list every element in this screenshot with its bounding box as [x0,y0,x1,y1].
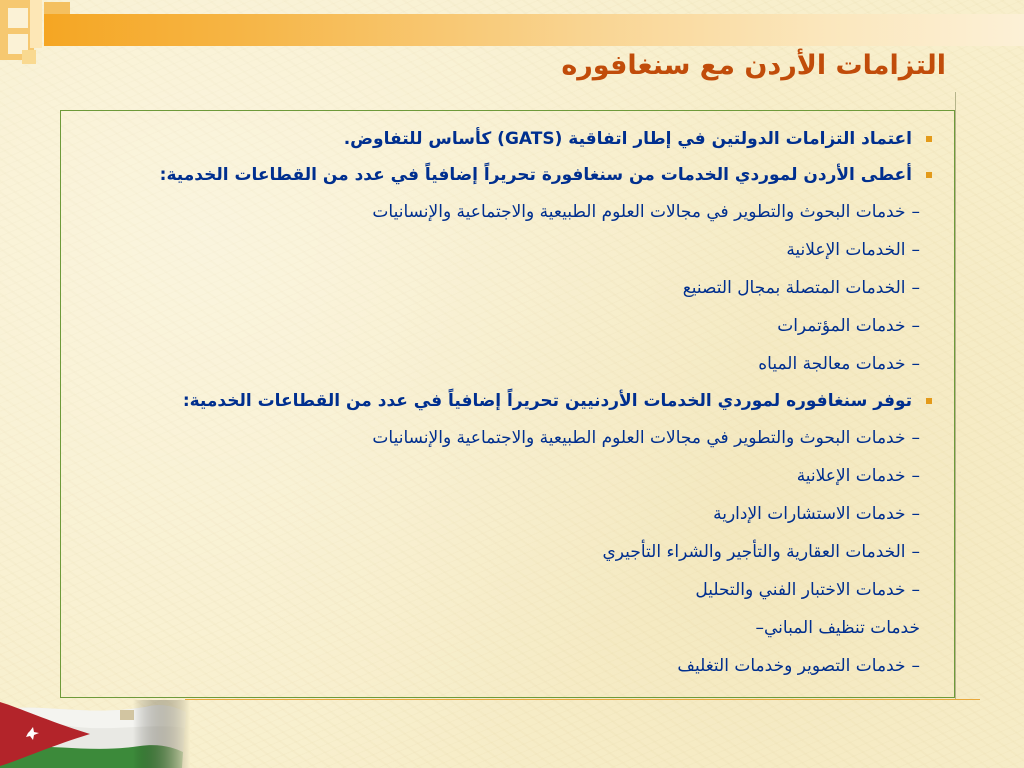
header-bar [44,14,1024,46]
slide-title: التزامات الأردن مع سنغافوره [561,50,946,81]
sub-item [73,457,932,495]
bullet-text: أعطى الأردن لموردي الخدمات من سنغافورة تحريراً إضافياً في عدد من القطاعات الخدمية: [159,165,912,185]
sub-item [73,307,932,345]
sub-item-text: خدمات تنظيف المباني [763,618,920,638]
sub-item-text: خدمات الاختبار الفني والتحليل [695,580,906,600]
sub-item [73,419,932,457]
sub-item-text: خدمات التصوير وخدمات التغليف [677,656,906,676]
dash-marker: – [755,618,764,638]
dash-marker: – [911,428,920,448]
sub-item-text: الخدمات الإعلانية [786,240,906,260]
bullet-item [73,121,932,157]
decor-square [22,50,36,64]
decor-square [8,8,28,28]
sub-item [73,269,932,307]
sub-item-text: الخدمات العقارية والتأجير والشراء التأجيري [602,542,906,562]
sub-item [73,609,932,647]
dash-marker: – [911,240,920,260]
sub-item [73,345,932,383]
sub-item-text: خدمات الإعلانية [796,466,906,486]
sub-item-text: خدمات المؤتمرات [777,316,906,336]
decor-square [30,0,42,48]
sub-item-text: الخدمات المتصلة بمجال التصنيع [682,278,906,298]
divider-line [955,92,956,700]
sub-item [73,495,932,533]
bullet-marker [926,398,932,404]
sub-item-text: خدمات معالجة المياه [758,354,906,374]
content-box [60,110,955,698]
bullet-item [73,383,932,419]
dash-marker: – [911,656,920,676]
sub-item [73,571,932,609]
dash-marker: – [911,202,920,222]
sub-item-text: خدمات الاستشارات الإدارية [713,504,906,524]
bullet-text: توفر سنغافوره لموردي الخدمات الأردنيين تحريراً إضافياً في عدد من القطاعات الخدمية: [182,391,912,411]
sub-item [73,193,932,231]
bullet-marker [926,136,932,142]
bullet-item [73,157,932,193]
dash-marker: – [911,504,920,524]
dash-marker: – [911,278,920,298]
bullet-text: اعتماد التزامات الدولتين في إطار اتفاقية (GATS) كأساس للتفاوض. [343,129,912,149]
dash-marker: – [911,542,920,562]
sub-item [73,231,932,269]
dash-marker: – [911,316,920,336]
dash-marker: – [911,466,920,486]
dash-marker: – [911,580,920,600]
sub-item-text: خدمات البحوث والتطوير في مجالات العلوم الطبيعية والاجتماعية والإنسانيات [372,202,906,222]
sub-item [73,647,932,685]
bottom-divider [185,699,980,700]
dash-marker: – [911,354,920,374]
bullet-marker [926,172,932,178]
sub-item [73,533,932,571]
sub-item-text: خدمات البحوث والتطوير في مجالات العلوم الطبيعية والاجتماعية والإنسانيات [372,428,906,448]
jordan-flag-icon [0,700,190,768]
